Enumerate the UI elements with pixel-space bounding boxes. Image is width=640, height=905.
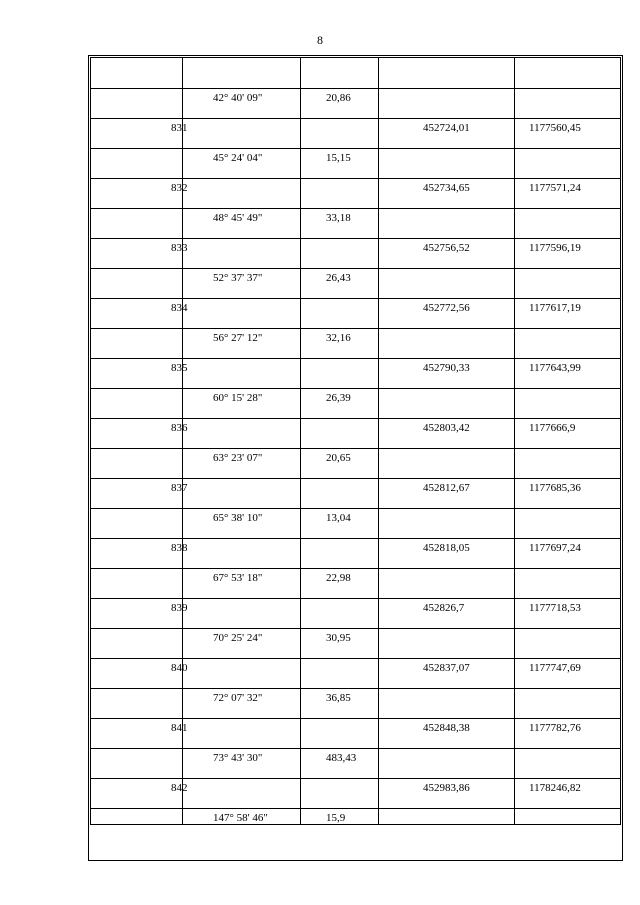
cell-distance-text	[301, 479, 378, 482]
cell-distance-text	[301, 539, 378, 542]
cell-angle-text	[183, 779, 300, 782]
pt-cell-point-text: 841	[171, 722, 188, 734]
cell-x-coordinate	[379, 149, 515, 179]
pt-cell-point-text	[131, 89, 182, 92]
cell-angle-text: 65° 38' 10"	[213, 512, 263, 524]
table-row	[91, 599, 621, 629]
cell-distance	[301, 299, 379, 329]
cell-distance	[301, 419, 379, 449]
cell-y-coordinate	[515, 389, 621, 419]
cell-distance-text: 13,04	[326, 512, 351, 524]
pt-cell-point-text: 836	[171, 422, 188, 434]
cell-angle	[183, 419, 301, 449]
cell-distance	[301, 329, 379, 359]
cell-distance-text: 36,85	[326, 692, 351, 704]
cell-distance-text: 26,43	[326, 272, 351, 284]
cell-angle	[183, 539, 301, 569]
cell-x-coordinate	[379, 449, 515, 479]
pt-cell-point	[91, 89, 183, 119]
pt-cell-point	[91, 239, 188, 269]
cell-distance-text: 483,43	[326, 752, 357, 764]
pt-cell-point-text: 842	[171, 782, 188, 794]
cell-x-coordinate	[379, 779, 515, 809]
cell-x-coordinate-text	[379, 629, 514, 632]
pt-cell-point-text	[131, 569, 182, 572]
cell-angle	[183, 239, 301, 269]
pt-cell-point-text: 832	[171, 182, 188, 194]
cell-y-coordinate-text	[515, 809, 620, 812]
pt-cell-point	[91, 329, 183, 359]
cell-distance	[301, 509, 379, 539]
table-row	[91, 449, 621, 479]
table-row	[91, 419, 621, 449]
cell-y-coordinate	[515, 329, 621, 359]
cell-y-coordinate	[515, 779, 621, 809]
cell-distance-text	[301, 359, 378, 362]
table-row	[91, 239, 621, 269]
cell-x-coordinate-text: 452772,56	[423, 302, 470, 314]
cell-x-coordinate	[379, 539, 515, 569]
table-row	[91, 329, 621, 359]
cell-y-coordinate-text	[515, 209, 620, 212]
pt-cell-point-text: 838	[171, 542, 188, 554]
cell-angle-text	[183, 299, 300, 302]
cell-distance-text	[301, 719, 378, 722]
cell-x-coordinate	[379, 749, 515, 779]
cell-distance-text: 33,18	[326, 212, 351, 224]
cell-x-coordinate-text	[379, 749, 514, 752]
pt-cell-point	[91, 119, 188, 149]
cell-x-coordinate-text: 452837,07	[423, 662, 470, 674]
cell-y-coordinate	[515, 239, 621, 269]
cell-x-coordinate-text: 452812,67	[423, 482, 470, 494]
cell-x-coordinate	[379, 359, 515, 389]
cell-x-coordinate	[379, 569, 515, 599]
cell-y-coordinate-text: 1178246,82	[529, 782, 581, 794]
cell-y-coordinate-text: 1177617,19	[529, 302, 581, 314]
table-row	[91, 479, 621, 509]
table-row	[91, 359, 621, 389]
cell-y-coordinate-text: 1177697,24	[529, 542, 581, 554]
pt-cell-point	[91, 779, 188, 809]
table-row	[91, 779, 621, 809]
cell-x-coordinate-text: 452803,42	[423, 422, 470, 434]
pt-cell-point-text	[131, 809, 182, 812]
cell-angle	[183, 809, 301, 825]
cell-y-coordinate	[515, 569, 621, 599]
pt-cell-point-text: 835	[171, 362, 188, 374]
cell-y-coordinate	[515, 509, 621, 539]
cell-x-coordinate	[379, 659, 515, 689]
cell-y-coordinate	[515, 689, 621, 719]
cell-distance	[301, 539, 379, 569]
cell-angle	[183, 329, 301, 359]
cell-x-coordinate-text: 452848,38	[423, 722, 470, 734]
cell-angle	[183, 179, 301, 209]
pt-cell-point-text	[131, 209, 182, 212]
cell-y-coordinate	[515, 149, 621, 179]
pt-cell-point-text	[131, 329, 182, 332]
cell-angle	[183, 449, 301, 479]
cell-distance	[301, 749, 379, 779]
table-row	[91, 209, 621, 239]
cell-y-coordinate	[515, 419, 621, 449]
cell-x-coordinate-text	[379, 449, 514, 452]
cell-x-coordinate-text	[379, 89, 514, 92]
cell-y-coordinate	[515, 809, 621, 825]
cell-x-coordinate-text: 452756,52	[423, 242, 470, 254]
table-row	[91, 149, 621, 179]
pt-cell-point-text	[131, 149, 182, 152]
cell-y-coordinate-text: 1177685,36	[529, 482, 581, 494]
cell-angle-text: 147° 58' 46"	[213, 812, 268, 824]
cell-x-coordinate-text: 452724,01	[423, 122, 470, 134]
cell-angle-text: 45° 24' 04"	[213, 152, 263, 164]
cell-y-coordinate-text: 1177666,9	[529, 422, 576, 434]
cell-angle	[183, 269, 301, 299]
pt-cell-point	[91, 719, 188, 749]
pt-cell-point-text: 840	[171, 662, 188, 674]
table-row	[91, 509, 621, 539]
pt-cell-point	[91, 299, 188, 329]
cell-x-coordinate-text	[379, 329, 514, 332]
pt-cell-point-text	[131, 509, 182, 512]
cell-x-coordinate	[379, 479, 515, 509]
cell-y-coordinate-text: 1177596,19	[529, 242, 581, 254]
cell-angle	[183, 299, 301, 329]
cell-distance	[301, 209, 379, 239]
cell-x-coordinate	[379, 239, 515, 269]
table-row	[91, 269, 621, 299]
cell-x-coordinate-text: 452826,7	[423, 602, 465, 614]
pt-cell-point	[91, 629, 183, 659]
cell-y-coordinate-text	[515, 749, 620, 752]
cell-distance	[301, 569, 379, 599]
cell-y-coordinate-text	[515, 89, 620, 92]
cell-distance	[301, 389, 379, 419]
cell-distance	[301, 779, 379, 809]
cell-distance	[301, 629, 379, 659]
cell-angle	[183, 389, 301, 419]
cell-distance-text: 32,16	[326, 332, 351, 344]
table-row	[91, 389, 621, 419]
cell-y-coordinate-text	[515, 449, 620, 452]
cell-distance-text: 15,9	[326, 812, 346, 824]
cell-angle-text	[183, 239, 300, 242]
table-row	[91, 719, 621, 749]
cell-y-coordinate	[515, 749, 621, 779]
pt-cell-point-text: 839	[171, 602, 188, 614]
cell-distance	[301, 179, 379, 209]
table-row	[91, 119, 621, 149]
cell-distance	[301, 479, 379, 509]
cell-distance-text: 20,65	[326, 452, 351, 464]
cell-y-coordinate	[515, 539, 621, 569]
cell-angle-text	[183, 359, 300, 362]
cell-angle-text	[183, 179, 300, 182]
cell-x-coordinate	[379, 119, 515, 149]
cell-distance-text	[301, 239, 378, 242]
pt-cell-point	[91, 149, 183, 179]
cell-y-coordinate-text	[515, 269, 620, 272]
pt-cell-point-text	[131, 269, 182, 272]
cell-distance-text	[301, 659, 378, 662]
cell-y-coordinate	[515, 599, 621, 629]
cell-x-coordinate	[379, 389, 515, 419]
pt-cell-point	[91, 419, 188, 449]
cell-x-coordinate-text	[379, 569, 514, 572]
cell-x-coordinate	[379, 299, 515, 329]
cell-angle	[183, 149, 301, 179]
cell-angle-text: 52° 37' 37"	[213, 272, 263, 284]
cell-distance	[301, 689, 379, 719]
cell-angle	[183, 479, 301, 509]
cell-y-coordinate	[515, 269, 621, 299]
cell-y-coordinate	[515, 299, 621, 329]
cell-x-coordinate	[379, 509, 515, 539]
pt-cell-point	[91, 509, 183, 539]
page-number: 8	[317, 33, 323, 47]
pt-cell-point-text	[131, 689, 182, 692]
cell-x-coordinate-text: 452790,33	[423, 362, 470, 374]
table-row	[91, 629, 621, 659]
pt-cell-point-text: 833	[171, 242, 188, 254]
cell-y-coordinate-text	[515, 329, 620, 332]
cell-y-coordinate-text: 1177718,53	[529, 602, 581, 614]
cell-x-coordinate	[379, 689, 515, 719]
cell-distance	[301, 89, 379, 119]
cell-distance-text: 30,95	[326, 632, 351, 644]
pt-cell-point	[91, 659, 188, 689]
cell-distance-text: 15,15	[326, 152, 351, 164]
cell-y-coordinate-text	[515, 629, 620, 632]
cell-distance	[301, 449, 379, 479]
cell-x-coordinate-text: 452734,65	[423, 182, 470, 194]
cell-distance-text	[301, 179, 378, 182]
cell-distance-text	[301, 599, 378, 602]
pt-cell-point-text	[131, 749, 182, 752]
cell-angle	[183, 89, 301, 119]
cell-distance	[301, 659, 379, 689]
table-header-row	[91, 58, 621, 89]
cell-y-coordinate-text: 1177643,99	[529, 362, 581, 374]
cell-y-coordinate	[515, 359, 621, 389]
pt-cell-point-text	[131, 389, 182, 392]
cell-angle-text: 72° 07' 32"	[213, 692, 263, 704]
cell-y-coordinate-text: 1177747,69	[529, 662, 581, 674]
header-cell-y	[515, 58, 621, 89]
cell-distance	[301, 269, 379, 299]
cell-angle	[183, 209, 301, 239]
cell-x-coordinate	[379, 179, 515, 209]
cell-y-coordinate-text	[515, 149, 620, 152]
cell-angle	[183, 749, 301, 779]
cell-distance	[301, 119, 379, 149]
cell-angle-text: 70° 25' 24"	[213, 632, 263, 644]
cell-angle-text: 63° 23' 07"	[213, 452, 263, 464]
pt-cell-point-text: 837	[171, 482, 188, 494]
cell-angle	[183, 569, 301, 599]
cell-y-coordinate	[515, 659, 621, 689]
cell-angle-text	[183, 419, 300, 422]
cell-distance-text: 22,98	[326, 572, 351, 584]
cell-angle-text: 42° 40' 09"	[213, 92, 263, 104]
pt-cell-point	[91, 539, 188, 569]
pt-cell-point	[91, 809, 183, 825]
cell-angle	[183, 359, 301, 389]
cell-distance-text	[301, 299, 378, 302]
pt-cell-point-text	[131, 629, 182, 632]
table-row	[91, 539, 621, 569]
pt-cell-point	[91, 569, 183, 599]
table-row	[91, 689, 621, 719]
cell-y-coordinate	[515, 479, 621, 509]
cell-x-coordinate-text	[379, 149, 514, 152]
header-cell-distance	[301, 58, 379, 89]
cell-x-coordinate	[379, 269, 515, 299]
table-row	[91, 89, 621, 119]
cell-distance-text	[301, 419, 378, 422]
cell-angle	[183, 659, 301, 689]
cell-x-coordinate-text	[379, 809, 514, 812]
cell-angle	[183, 779, 301, 809]
table-row	[91, 659, 621, 689]
cell-distance	[301, 719, 379, 749]
cell-angle	[183, 509, 301, 539]
cell-y-coordinate-text: 1177571,24	[529, 182, 581, 194]
cell-distance-text	[301, 779, 378, 782]
table-row	[91, 179, 621, 209]
cell-y-coordinate	[515, 629, 621, 659]
cell-distance-text: 26,39	[326, 392, 351, 404]
cell-x-coordinate-text	[379, 269, 514, 272]
cell-y-coordinate	[515, 89, 621, 119]
header-cell-point	[91, 58, 183, 89]
cell-x-coordinate	[379, 419, 515, 449]
cell-x-coordinate-text	[379, 509, 514, 512]
cell-angle	[183, 119, 301, 149]
cell-angle-text	[183, 119, 300, 122]
pt-cell-point	[91, 449, 183, 479]
cell-y-coordinate	[515, 209, 621, 239]
cell-x-coordinate	[379, 209, 515, 239]
cell-y-coordinate	[515, 719, 621, 749]
cell-distance	[301, 599, 379, 629]
cell-distance	[301, 359, 379, 389]
cell-angle-text: 48° 45' 49"	[213, 212, 263, 224]
pt-cell-point-text	[131, 449, 182, 452]
cell-x-coordinate-text: 452983,86	[423, 782, 470, 794]
table-row	[91, 749, 621, 779]
coordinates-table	[90, 57, 621, 825]
cell-angle-text	[183, 719, 300, 722]
pt-cell-point	[91, 389, 183, 419]
cell-angle-text	[183, 599, 300, 602]
cell-angle-text: 67° 53' 18"	[213, 572, 263, 584]
cell-x-coordinate-text	[379, 689, 514, 692]
cell-angle-text: 73° 43' 30"	[213, 752, 263, 764]
cell-y-coordinate-text: 1177560,45	[529, 122, 581, 134]
pt-cell-point	[91, 479, 188, 509]
cell-angle	[183, 629, 301, 659]
cell-angle-text: 60° 15' 28"	[213, 392, 263, 404]
cell-distance	[301, 149, 379, 179]
pt-cell-point-text: 834	[171, 302, 188, 314]
cell-distance-text	[301, 119, 378, 122]
cell-y-coordinate	[515, 119, 621, 149]
cell-x-coordinate	[379, 89, 515, 119]
cell-x-coordinate	[379, 329, 515, 359]
cell-distance	[301, 809, 379, 825]
cell-x-coordinate	[379, 599, 515, 629]
cell-x-coordinate-text: 452818,05	[423, 542, 470, 554]
cell-distance-text: 20,86	[326, 92, 351, 104]
cell-angle	[183, 599, 301, 629]
cell-angle-text: 56° 27' 12"	[213, 332, 263, 344]
cell-angle-text	[183, 539, 300, 542]
cell-x-coordinate	[379, 809, 515, 825]
cell-angle	[183, 719, 301, 749]
pt-cell-point	[91, 359, 188, 389]
cell-angle-text	[183, 659, 300, 662]
cell-angle-text	[183, 479, 300, 482]
cell-y-coordinate-text	[515, 689, 620, 692]
cell-x-coordinate-text	[379, 389, 514, 392]
pt-cell-point	[91, 599, 188, 629]
cell-x-coordinate	[379, 629, 515, 659]
cell-y-coordinate-text	[515, 389, 620, 392]
cell-x-coordinate	[379, 719, 515, 749]
cell-y-coordinate-text	[515, 509, 620, 512]
cell-y-coordinate-text: 1177782,76	[529, 722, 581, 734]
header-cell-x	[379, 58, 515, 89]
pt-cell-point	[91, 179, 188, 209]
cell-distance	[301, 239, 379, 269]
pt-cell-point	[91, 749, 183, 779]
cell-y-coordinate	[515, 179, 621, 209]
table-body	[91, 58, 621, 825]
pt-cell-point	[91, 209, 183, 239]
pt-cell-point	[91, 269, 183, 299]
pt-cell-point	[91, 689, 183, 719]
cell-x-coordinate-text	[379, 209, 514, 212]
cell-y-coordinate	[515, 449, 621, 479]
cell-y-coordinate-text	[515, 569, 620, 572]
table-row	[91, 299, 621, 329]
header-cell-angle	[183, 58, 301, 89]
cell-angle	[183, 689, 301, 719]
pt-cell-point-text: 831	[171, 122, 188, 134]
table-row	[91, 569, 621, 599]
table-row	[91, 809, 621, 825]
